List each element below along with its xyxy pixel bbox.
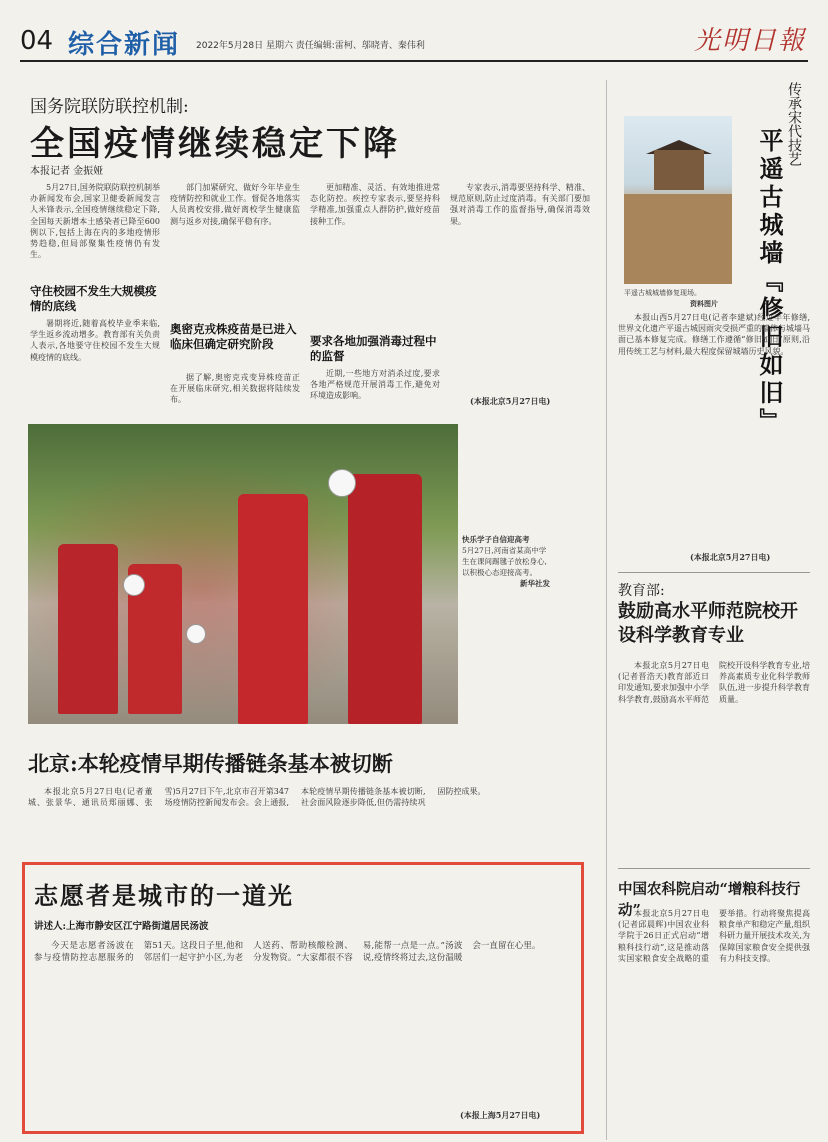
lead-dateline: (本报北京5月27日电) bbox=[470, 396, 551, 406]
volunteer-dateline: (本报上海5月27日电) bbox=[460, 1110, 541, 1120]
lead-byline: 本报记者 金振娅 bbox=[30, 166, 104, 177]
lead-column-2: 部门加紧研究、做好今年毕业生疫情防控和就业工作。督促各地落实人员离校安排,做好离校学生健康监测与返乡对接,确保平稳有序。 bbox=[170, 183, 300, 226]
header-rule bbox=[20, 60, 808, 62]
section-divider-2 bbox=[618, 868, 810, 869]
section-divider-1 bbox=[618, 572, 810, 573]
beijing-headline: 北京:本轮疫情早期传播链条基本被切断 bbox=[28, 751, 393, 776]
agri-body: 本报北京5月27日电(记者邱晨辉)中国农业科学院于26日正式启动“增粮科技行动”,这是推动落实国家粮食安全战略的重要举措。行动将聚焦提高粮食单产和稳定产量,组织科研力量开展技术攻关,为保障国家粮食安全提供强有力科技支撑。 bbox=[618, 909, 810, 963]
lead-subhead-3: 要求各地加强消毒过程中的监督 bbox=[310, 334, 437, 363]
lead-column-1b: 暑期将近,随着高校毕业季来临,学生返乡流动增多。教育部有关负责人表示,各地要守住校园不发生大规模疫情的底线。 bbox=[30, 319, 160, 362]
lead-kicker: 国务院联防联控机制: bbox=[30, 97, 189, 117]
lead-subhead-1: 守住校园不发生大规模疫情的底线 bbox=[30, 284, 157, 313]
newspaper-logo: 光明日報 bbox=[693, 26, 806, 56]
city-wall-caption: 平遥古城城墙修复现场。 bbox=[624, 289, 701, 297]
lead-column-1: 5月27日,国务院联防联控机制举办新闻发布会,国家卫健委新闻发言人米锋表示,全国疫情继续稳定下降,全国每天新增本土感染者已降至600例以下,包括上海在内的多地疫情形势趋稳,但局部聚集性疫情仍有发生。 bbox=[30, 183, 160, 260]
city-wall-photo bbox=[624, 116, 732, 284]
lead-column-3b: 近期,一些地方对消杀过度,要求各地严格规范开展消毒工作,避免对环境造成影响。 bbox=[310, 369, 440, 401]
pingyao-body: 本报山西5月27日电(记者李建斌)经过半年修缮,世界文化遗产平遥古城因雨灾受损严重的墙体与城墙马面已基本修复完成。修缮工作遵循“修旧如旧”原则,沿用传统工艺与材料,最大程度保留城墙历史风貌。 bbox=[618, 313, 810, 356]
city-wall-credit: 资料图片 bbox=[690, 299, 718, 308]
pingyao-kicker: 传承宋代技艺 bbox=[786, 82, 802, 166]
lead-column-2b: 据了解,奥密克戎变异株疫苗正在开展临床研究,相关数据将陆续发布。 bbox=[170, 373, 300, 405]
volunteer-byline: 讲述人:上海市静安区江宁路街道居民汤波 bbox=[34, 921, 209, 932]
beijing-body: 本报北京5月27日电(记者董城、张景华、通讯员郑丽娜、张雪)5月27日下午,北京市召开第347场疫情防控新闻发布会。会上通报,本轮疫情早期传播链条基本被切断,社会面风险逐步降低,但仍需持续巩固防控成果。 bbox=[28, 787, 486, 808]
volunteer-headline: 志愿者是城市的一道光 bbox=[34, 881, 294, 910]
column-divider bbox=[606, 80, 607, 1140]
students-photo-caption-title: 快乐学子自信迎高考 bbox=[462, 535, 530, 544]
lead-subhead-2: 奥密克戎株疫苗是已进入临床但确定研究阶段 bbox=[170, 322, 297, 351]
pingyao-dateline: (本报北京5月27日电) bbox=[690, 552, 771, 562]
lead-column-3: 更加精准、灵活、有效地推进常态化防控。疾控专家表示,要坚持科学精准,加强重点人群防护,做好疫苗接种工作。 bbox=[310, 183, 440, 226]
lead-column-4: 专家表示,消毒要坚持科学、精准、规范原则,防止过度消毒。有关部门要加强对消毒工作的监督指导,确保消毒效果。 bbox=[450, 183, 590, 226]
students-photo-caption-text: 5月27日,河南省某高中学生在课间踢毽子放松身心,以积极心态迎接高考。 bbox=[462, 546, 547, 577]
students-photo bbox=[28, 424, 458, 724]
education-kicker: 教育部: bbox=[618, 583, 665, 599]
lead-headline: 全国疫情继续稳定下降 bbox=[30, 124, 400, 164]
issue-meta: 2022年5月28日 星期六 责任编辑:雷柯、邬晓青、秦伟利 bbox=[196, 41, 425, 51]
agri-headline: 中国农科院启动“增粮科技行动” bbox=[618, 881, 801, 919]
students-photo-credit: 新华社发 bbox=[520, 579, 550, 588]
page-number: 04 bbox=[20, 26, 54, 56]
students-photo-caption bbox=[462, 534, 550, 589]
education-body: 本报北京5月27日电(记者晋浩天)教育部近日印发通知,要求加强中小学科学教育,鼓励高水平师范院校开设科学教育专业,培养高素质专业化科学教师队伍,进一步提升科学教育质量。 bbox=[618, 661, 810, 704]
education-headline: 鼓励高水平师范院校开设科学教育专业 bbox=[618, 601, 798, 646]
volunteer-body: 今天是志愿者汤波在参与疫情防控志愿服务的第51天。这段日子里,他和邻居们一起守护小区,为老人送药、帮助核酸检测、分发物资。“大家都很不容易,能帮一点是一点。”汤波说,疫情终将过去,这份温暖会一直留在心里。 bbox=[34, 941, 541, 963]
section-title: 综合新闻 bbox=[68, 30, 181, 60]
pingyao-headline: 平遥古城墙『修旧如旧』 bbox=[755, 128, 784, 436]
